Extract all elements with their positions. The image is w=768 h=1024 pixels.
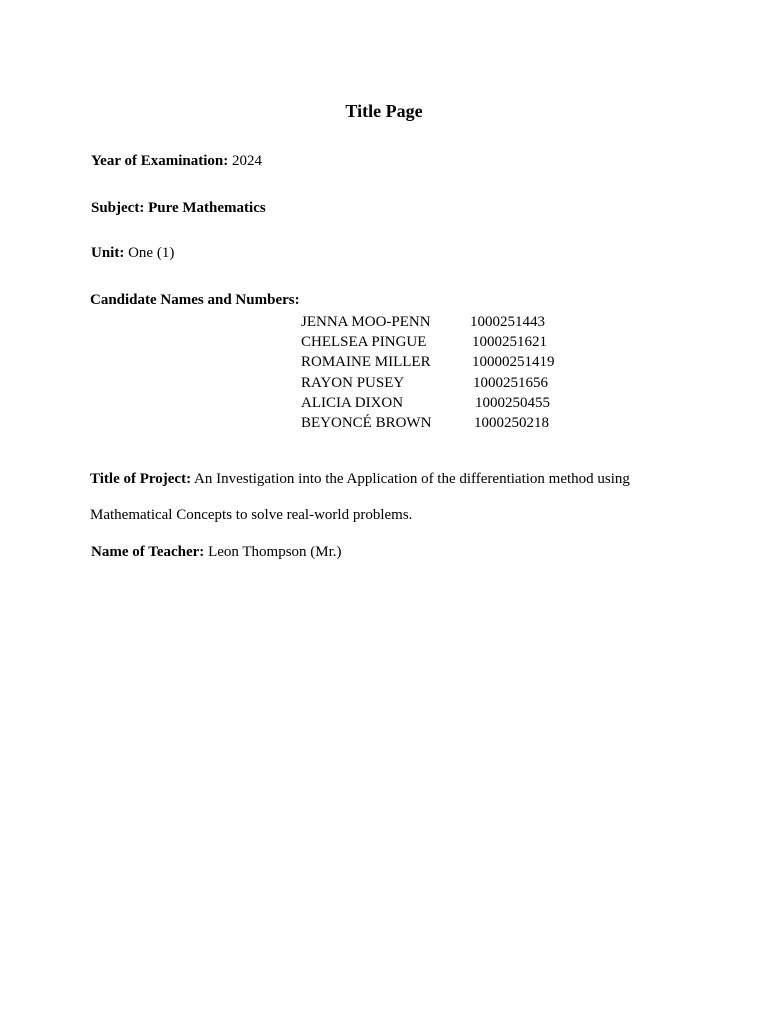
subject [91,200,266,217]
candidate-number: 10000251419 [472,354,555,371]
candidate-name: ROMAINE MILLER [301,354,431,371]
candidate-name: RAYON PUSEY [301,374,405,391]
project-line-2: Mathematical Concepts to solve real-world problems. [90,507,413,523]
teacher-value: Leon Thompson (Mr.) [208,544,342,560]
year-of-examination [91,153,262,170]
year-value: 2024 [231,153,262,169]
candidate-name: CHELSEA PINGUE [301,334,427,351]
candidate-number: 1000250218 [474,414,549,431]
unit-label: Unit: [91,245,125,261]
candidate-name: BEYONCÉ BROWN [301,414,432,431]
candidate-name: JENNA MOO-PENN [301,314,431,330]
project-line-1: An Investigation into the Application of the differentiation method using [194,471,630,487]
candidate-name: ALICIA DIXON [301,394,404,411]
project-label: Title of Project: [90,471,192,487]
candidates-label: Candidate Names and Numbers: [90,292,300,308]
candidate-number: 1000251621 [472,334,547,351]
candidate-number: 1000251656 [473,374,548,391]
teacher-label: Name of Teacher: [91,544,205,560]
candidate-number: 1000251443 [470,314,545,330]
candidate-number: 1000250455 [475,394,550,411]
subject-value: Pure Mathematics [148,200,266,216]
unit [91,245,174,262]
subject-label: Subject: [91,200,145,216]
page-title: Title Page [345,101,423,121]
teacher-name [91,544,342,561]
project-title [90,471,630,488]
unit-value: One (1) [128,245,175,261]
year-label: Year of Examination: [91,153,229,169]
